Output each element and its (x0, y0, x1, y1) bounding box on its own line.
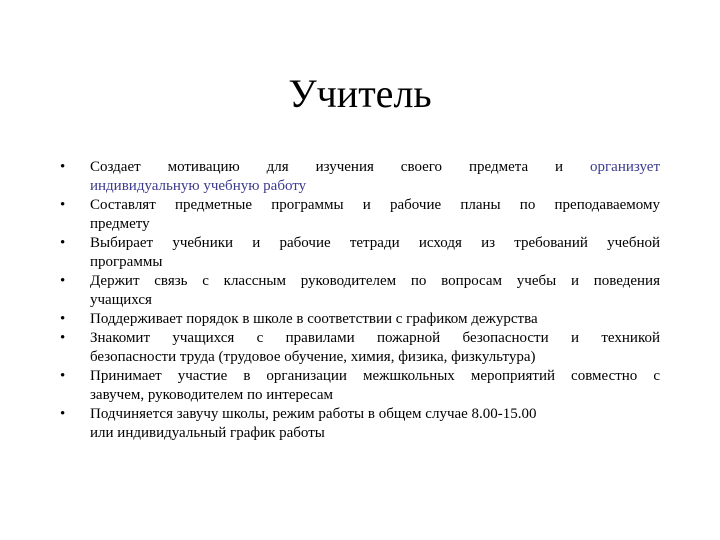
list-item (60, 367, 660, 405)
list-item-text: Создает мотивацию для изучения своего предмета и (90, 159, 564, 175)
list-item-line: программы (90, 254, 163, 270)
list-item (60, 158, 660, 196)
list-item-line: безопасности труда (трудовое обучение, химия, физика, физкультура) (90, 349, 536, 365)
bullet-icon: • (60, 235, 66, 251)
list-item-line: учащихся (90, 292, 152, 308)
accent-word: организует (590, 159, 661, 175)
list-item-text-accent: индивидуальную учебную работу (90, 178, 307, 194)
list-item-line: Поддерживает порядок в школе в соответствии с графиком дежурства (90, 311, 538, 327)
bullet-icon: • (60, 311, 66, 327)
bullet-list (60, 158, 660, 443)
list-item-line: Держит связь с классным руководителем по вопросам учебы и поведения (90, 273, 660, 289)
slide-title: Учитель (288, 71, 432, 116)
list-item-line: Составлят предметные программы и рабочие планы по преподаваемому (90, 197, 660, 213)
list-item-line: Принимает участие в организации межшкольных мероприятий совместно с (90, 368, 660, 384)
list-item-line: Подчиняется завучу школы, режим работы в общем случае 8.00-15.00 (90, 406, 537, 422)
list-item (60, 272, 660, 310)
list-item (60, 310, 660, 329)
list-item-trailing-line: или индивидуальный график работы (90, 425, 325, 441)
list-item-line: Выбирает учебники и рабочие тетради исходя из требований учебной (90, 235, 660, 251)
bullet-icon: • (60, 197, 66, 213)
bullet-icon: • (60, 159, 66, 175)
bullet-icon: • (60, 330, 66, 346)
bullet-icon: • (60, 406, 66, 422)
bullet-icon: • (60, 368, 66, 384)
list-item-line: Знакомит учащихся с правилами пожарной безопасности и техникой (90, 330, 660, 346)
list-item-line: завучем, руководителем по интересам (90, 387, 334, 403)
list-item (60, 196, 660, 234)
list-item-line (90, 158, 660, 177)
list-item (60, 405, 660, 443)
list-item (60, 329, 660, 367)
bullet-icon: • (60, 273, 66, 289)
list-item (60, 234, 660, 272)
list-item-line (90, 177, 660, 196)
list-item-line: предмету (90, 216, 150, 232)
